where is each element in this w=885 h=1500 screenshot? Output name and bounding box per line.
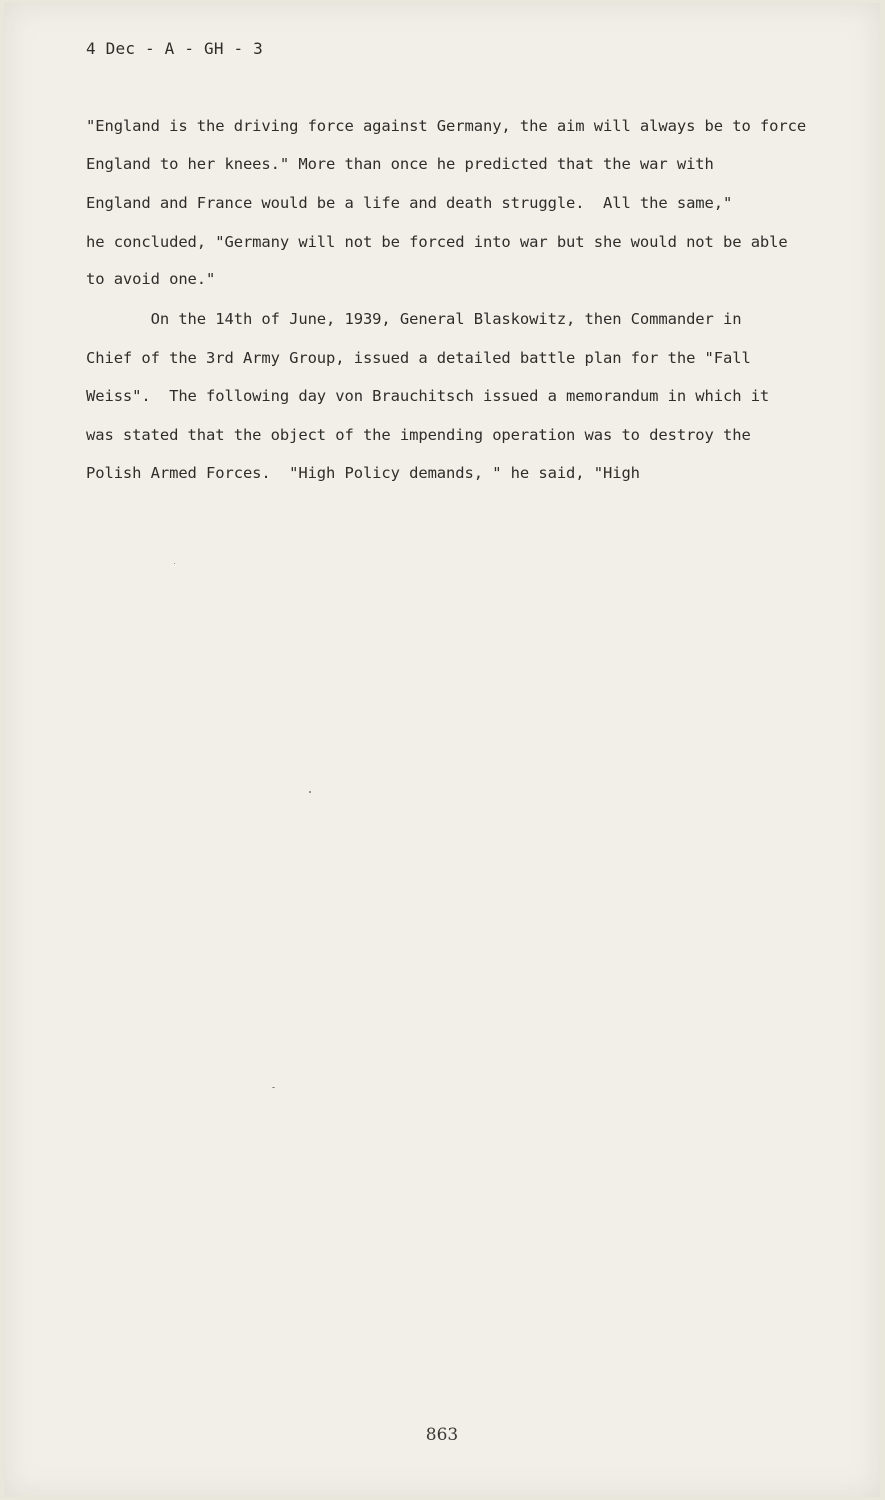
page-number: 863 bbox=[425, 1425, 459, 1445]
paper-speck bbox=[272, 1087, 275, 1088]
document-page bbox=[4, 3, 880, 1497]
text-line: was stated that the object of the impending operation was to destroy the bbox=[86, 426, 751, 444]
text-line: On the 14th of June, 1939, General Blaskowitz, then Commander in bbox=[86, 310, 742, 328]
text-line: England and France would be a life and death struggle. All the same," bbox=[86, 194, 733, 212]
page-header: 4 Dec - A - GH - 3 bbox=[86, 39, 263, 58]
text-line: "England is the driving force against Germany, the aim will always be to force bbox=[86, 117, 807, 135]
paper-speck bbox=[174, 563, 175, 564]
text-line: Chief of the 3rd Army Group, issued a detailed battle plan for the "Fall bbox=[86, 349, 751, 367]
text-line: he concluded, "Germany will not be forced into war but she would not be able bbox=[86, 233, 788, 251]
text-line: to avoid one." bbox=[86, 270, 216, 288]
text-line: Polish Armed Forces. "High Policy demands, " he said, "High bbox=[86, 464, 640, 482]
text-line: Weiss". The following day von Brauchitsch issued a memorandum in which it bbox=[86, 387, 770, 405]
text-line: England to her knees." More than once he predicted that the war with bbox=[86, 155, 714, 173]
paper-speck bbox=[309, 791, 311, 793]
